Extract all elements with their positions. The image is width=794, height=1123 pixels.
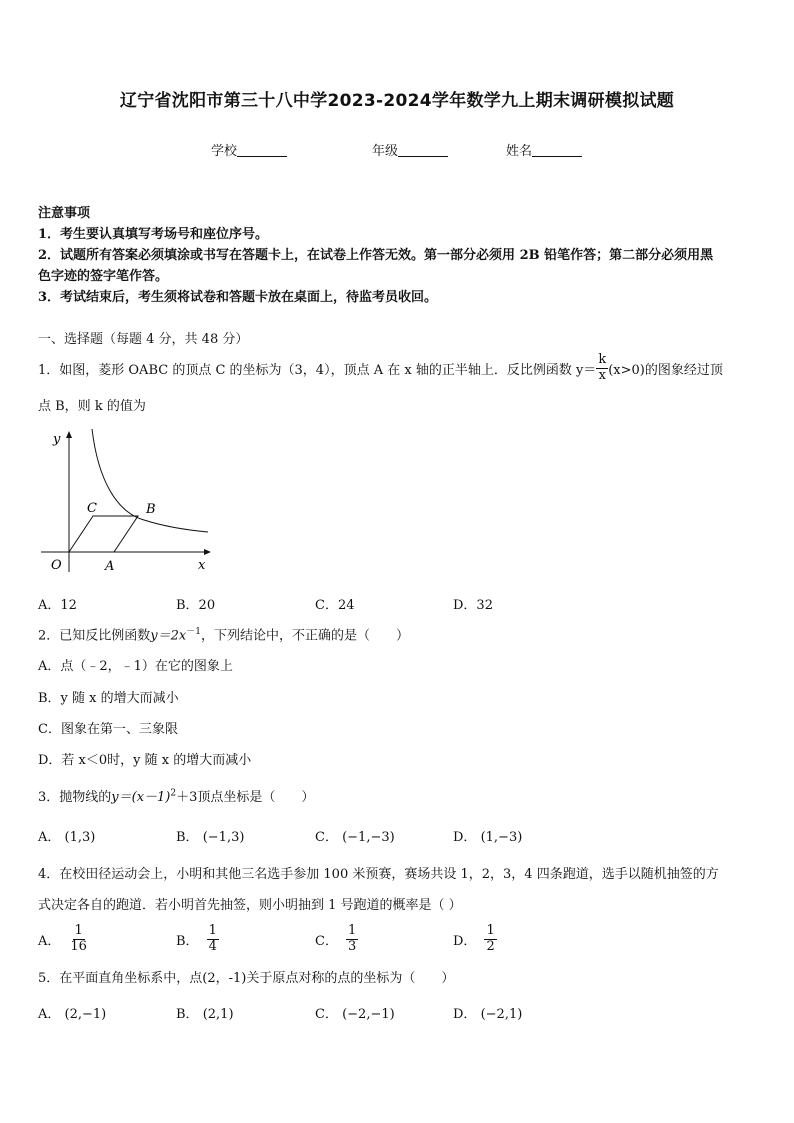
section-heading: 一、选择题（每题 4 分，共 48 分） (38, 332, 249, 347)
q4-b-den: 4 (208, 938, 217, 954)
q5-option-d-label: D． (453, 1007, 477, 1022)
label-O: O (51, 558, 62, 573)
page-title: 辽宁省沈阳市第三十八中学2023-2024学年数学九上期末调研模拟试题 (119, 91, 675, 111)
q4-option-c[interactable] (315, 919, 358, 959)
q1-stem-a: 1．如图，菱形 OABC 的顶点 C 的坐标为（3，4），顶点 A 在 x 轴的正半轴上．反比例函数 y＝ (38, 362, 597, 378)
q1-option-d[interactable]: D．32 (453, 598, 493, 613)
rhombus-oabc (69, 516, 138, 552)
q4-option-a[interactable] (38, 919, 89, 959)
q5-option-a[interactable] (38, 1003, 106, 1022)
q3-option-d[interactable] (453, 826, 522, 845)
q4-a-den: 16 (70, 938, 87, 954)
label-C: C (87, 501, 97, 516)
q4-option-a-fraction (68, 924, 89, 955)
label-B: B (146, 502, 156, 517)
q4-option-c-label: C． (315, 933, 338, 949)
notes-item-2: 2．试题所有答案必须填涂或书写在答题卡上，在试卷上作答无效。第一部分必须用 2B 铅笔作答；第二部分必须用黑 (38, 248, 714, 263)
q4-c-num: 1 (347, 922, 357, 938)
grade-field (372, 140, 448, 159)
notes-item-1: 1．考生要认真填写考场号和座位序号。 (38, 227, 269, 242)
q5-option-c-value: (−2,−1) (342, 1007, 395, 1022)
label-A: A (105, 559, 115, 574)
label-y: y (53, 432, 61, 447)
q3-expression-b: ＋3 (176, 790, 198, 805)
q5-stem: 5．在平面直角坐标系中，点(2，-1)关于原点对称的点的坐标为（ ） (38, 971, 455, 986)
q5-option-b[interactable] (176, 1003, 234, 1022)
notes-item-3: 3．考试结束后，考生须将试卷和答题卡放在桌面上，待监考员收回。 (38, 290, 438, 305)
grade-label: 年级 (372, 144, 399, 159)
q4-a-num: 1 (74, 922, 83, 938)
q1-figure (36, 424, 216, 576)
q3-exponent: 2 (170, 788, 177, 799)
q2-option-a[interactable]: A．点（﹣2，﹣1）在它的图象上 (38, 659, 233, 674)
q4-option-c-fraction (346, 924, 358, 955)
q4-d-den: 2 (486, 938, 495, 954)
q4-b-num: 1 (208, 922, 217, 938)
q2-stem-b: ，下列结论中，不正确的是（ ） (200, 628, 409, 644)
q5-option-d[interactable] (453, 1003, 522, 1022)
q3-option-b-label: B． (176, 830, 199, 845)
name-blank[interactable] (532, 144, 582, 157)
q3-option-a-label: A． (38, 830, 61, 845)
grade-blank[interactable] (398, 144, 448, 157)
q4-option-d-fraction (484, 924, 496, 955)
q1-stem-c: 点 B，则 k 的值为 (38, 399, 146, 414)
q1-fraction (596, 353, 608, 384)
q1-option-b[interactable]: B．20 (176, 598, 216, 613)
q4-option-b-fraction (207, 924, 219, 955)
q4-c-den: 3 (347, 938, 357, 954)
q3-option-b[interactable] (176, 826, 244, 845)
name-label: 姓名 (506, 144, 533, 159)
q4-d-num: 1 (486, 922, 495, 938)
q5-option-b-value: (2,1) (202, 1007, 234, 1022)
q3-option-a[interactable] (38, 826, 95, 845)
q1-frac-num: k (598, 351, 607, 367)
school-field (211, 140, 287, 159)
q3-stem (38, 786, 314, 805)
q3-option-c-label: C． (315, 830, 338, 845)
q5-option-a-value: (2,−1) (64, 1007, 107, 1022)
q2-stem (38, 624, 409, 643)
y-axis-arrow (66, 431, 72, 438)
school-label: 学校 (211, 144, 238, 159)
q4-option-d[interactable] (453, 919, 497, 959)
q3-option-b-value: (−1,3) (202, 830, 245, 845)
q1-option-a[interactable]: A．12 (38, 598, 77, 613)
q1-option-c[interactable]: C．24 (315, 598, 355, 613)
q2-stem-a: 2．已知反比例函数 (38, 628, 151, 644)
x-axis-arrow (204, 549, 211, 555)
q2-option-b[interactable]: B．y 随 x 的增大而减小 (38, 691, 179, 706)
q4-stem-line1: 4．在校田径运动会上，小明和其他三名选手参加 100 米预赛，赛场共设 1，2，3，4 四条跑道，选手以随机抽签的方 (38, 867, 719, 882)
q4-option-d-label: D． (453, 933, 477, 949)
q2-exponent: －1 (186, 627, 201, 637)
name-field (506, 140, 582, 159)
q3-option-c-value: (−1,−3) (342, 830, 395, 845)
q5-option-a-label: A． (38, 1007, 61, 1022)
q3-stem-b: 顶点坐标是（ ） (197, 790, 315, 805)
school-blank[interactable] (237, 144, 287, 157)
q4-stem-line2: 式决定各自的跑道．若小明首先抽签，则小明抽到 1 号跑道的概率是（ ） (38, 898, 462, 913)
q3-expression: y＝(x－1) (111, 790, 171, 805)
q5-option-b-label: B． (176, 1007, 199, 1022)
q1-stem-b: (x>0)的图象经过顶 (608, 362, 723, 378)
q3-option-d-value: (1,−3) (480, 830, 523, 845)
q5-option-d-value: (−2,1) (480, 1007, 523, 1022)
label-x: x (198, 558, 206, 573)
q3-stem-a: 3．抛物线的 (38, 790, 112, 805)
q4-option-b[interactable] (176, 919, 219, 959)
notes-heading: 注意事项 (38, 206, 91, 221)
q5-option-c[interactable] (315, 1003, 395, 1022)
q5-option-c-label: C． (315, 1007, 338, 1022)
q2-function: y＝2x (150, 628, 187, 644)
q3-option-c[interactable] (315, 826, 395, 845)
q1-stem (38, 350, 723, 386)
q3-option-d-label: D． (453, 830, 477, 845)
q3-option-a-value: (1,3) (64, 830, 96, 845)
q2-option-d[interactable]: D．若 x＜0时，y 随 x 的增大而减小 (38, 753, 252, 768)
q2-option-c[interactable]: C．图象在第一、三象限 (38, 722, 178, 737)
q1-frac-den: x (598, 367, 606, 383)
notes-item-2-cont: 色字迹的签字笔作答。 (38, 269, 169, 284)
q4-option-a-label: A． (38, 933, 61, 949)
q4-option-b-label: B． (176, 933, 199, 949)
